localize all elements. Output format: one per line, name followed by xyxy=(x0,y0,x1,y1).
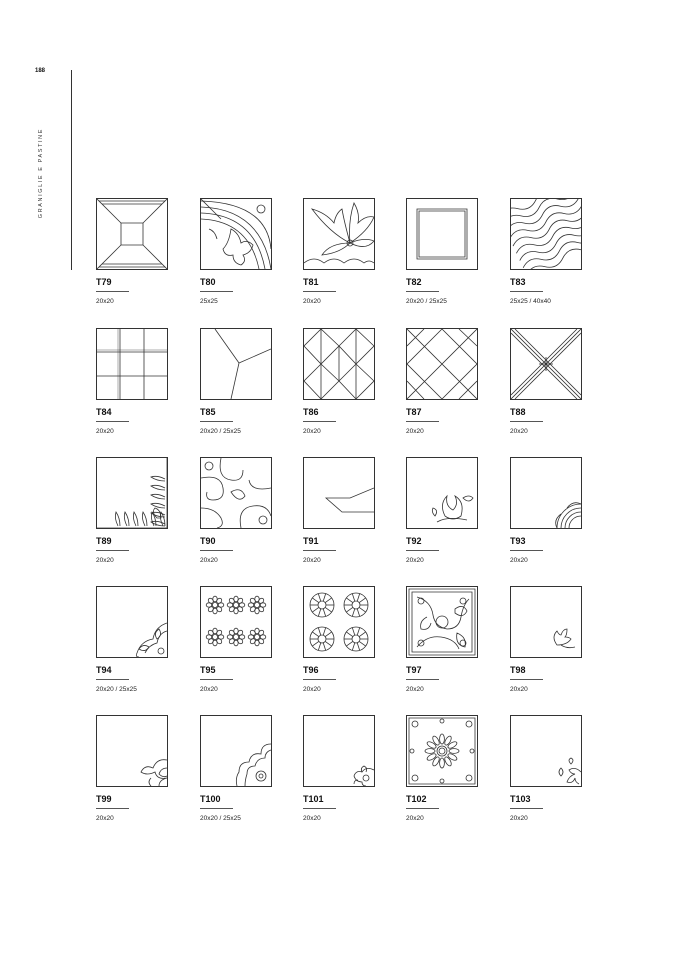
tile-code: T97 xyxy=(406,665,422,675)
tile-card xyxy=(510,715,582,823)
tile-size: 20x20 / 25x25 xyxy=(200,428,241,435)
tile-divider xyxy=(510,808,543,809)
tile-code: T94 xyxy=(96,665,112,675)
tile-card xyxy=(96,715,168,823)
tile-divider xyxy=(510,291,543,292)
tile-size: 20x20 xyxy=(96,428,114,435)
tile-divider xyxy=(200,421,233,422)
tile-size: 20x20 xyxy=(200,557,218,564)
tile-card xyxy=(96,328,168,436)
tile-card xyxy=(510,198,582,306)
tile-code: T99 xyxy=(96,794,112,804)
tile-size: 20x20 xyxy=(303,298,321,305)
tile-size: 20x20 xyxy=(510,428,528,435)
tile-card xyxy=(200,328,272,436)
tile-size: 25x25 xyxy=(200,298,218,305)
medallion-pattern-icon xyxy=(406,715,478,787)
tile-card xyxy=(96,457,168,565)
tile-divider xyxy=(303,808,336,809)
corner-knot-pattern-icon xyxy=(510,457,582,529)
tile-code: T100 xyxy=(200,794,221,804)
tile-code: T83 xyxy=(510,277,526,287)
tile-code: T92 xyxy=(406,536,422,546)
tile-size: 20x20 xyxy=(510,557,528,564)
tile-card xyxy=(406,586,478,694)
tile-divider xyxy=(96,291,129,292)
tile-divider xyxy=(406,808,439,809)
tile-card xyxy=(406,715,478,823)
tile-divider xyxy=(406,291,439,292)
tile-card xyxy=(303,198,375,306)
tile-code: T103 xyxy=(510,794,531,804)
tile-divider xyxy=(200,291,233,292)
tile-card xyxy=(303,586,375,694)
square-frame-pattern-icon xyxy=(406,198,478,270)
tile-divider xyxy=(96,808,129,809)
tile-divider xyxy=(510,550,543,551)
tile-code: T95 xyxy=(200,665,216,675)
waves-pattern-icon xyxy=(510,198,582,270)
corner-foliage-pattern-icon xyxy=(96,457,168,529)
grid-pattern-icon xyxy=(96,328,168,400)
chevron-pattern-icon xyxy=(303,457,375,529)
tile-code: T79 xyxy=(96,277,112,287)
tile-size: 25x25 / 40x40 xyxy=(510,298,551,305)
tile-divider xyxy=(303,291,336,292)
tile-divider xyxy=(510,421,543,422)
tulip-pattern-icon xyxy=(510,586,582,658)
tile-divider xyxy=(96,421,129,422)
tile-code: T102 xyxy=(406,794,427,804)
scroll-ornament-pattern-icon xyxy=(200,457,272,529)
tile-size: 20x20 xyxy=(96,815,114,822)
tile-size: 20x20 xyxy=(96,557,114,564)
corner-lotus-small-pattern-icon xyxy=(96,715,168,787)
tile-card xyxy=(96,586,168,694)
tile-code: T81 xyxy=(303,277,319,287)
tile-divider xyxy=(200,550,233,551)
corner-flower-pattern-icon xyxy=(303,715,375,787)
tile-card xyxy=(200,457,272,565)
corner-lotus-pattern-icon xyxy=(96,586,168,658)
tile-divider xyxy=(96,679,129,680)
tile-code: T91 xyxy=(303,536,319,546)
tile-code: T96 xyxy=(303,665,319,675)
tile-card xyxy=(303,715,375,823)
tile-divider xyxy=(303,421,336,422)
tile-divider xyxy=(200,808,233,809)
tile-size: 20x20 / 25x25 xyxy=(200,815,241,822)
tile-code: T101 xyxy=(303,794,324,804)
cubes-pattern-icon xyxy=(303,328,375,400)
page-number: 188 xyxy=(35,68,46,74)
tile-size: 20x20 xyxy=(406,557,424,564)
tile-code: T87 xyxy=(406,407,422,417)
tile-size: 20x20 xyxy=(303,815,321,822)
tile-size: 20x20 xyxy=(303,686,321,693)
tile-code: T86 xyxy=(303,407,319,417)
tile-size: 20x20 xyxy=(303,557,321,564)
tile-divider xyxy=(200,679,233,680)
tile-size: 20x20 / 25x25 xyxy=(406,298,447,305)
corner-fleur-pattern-icon xyxy=(510,715,582,787)
tile-card xyxy=(303,328,375,436)
frame-pattern-icon xyxy=(96,198,168,270)
tile-card xyxy=(200,586,272,694)
side-divider xyxy=(71,70,72,270)
tile-code: T82 xyxy=(406,277,422,287)
tile-size: 20x20 xyxy=(510,815,528,822)
tile-divider xyxy=(510,679,543,680)
tile-size: 20x20 xyxy=(303,428,321,435)
tile-divider xyxy=(406,679,439,680)
tile-card xyxy=(96,198,168,306)
tile-card xyxy=(200,198,272,306)
tile-card xyxy=(406,328,478,436)
tile-divider xyxy=(406,550,439,551)
tile-code: T85 xyxy=(200,407,216,417)
tile-card xyxy=(510,457,582,565)
tile-code: T88 xyxy=(510,407,526,417)
leaf-pattern-icon xyxy=(303,198,375,270)
fleur-ornament-pattern-icon xyxy=(406,457,478,529)
tile-code: T90 xyxy=(200,536,216,546)
acanthus-arcs-pattern-icon xyxy=(200,198,272,270)
tile-divider xyxy=(96,550,129,551)
tile-code: T98 xyxy=(510,665,526,675)
tile-code: T89 xyxy=(96,536,112,546)
tile-size: 20x20 xyxy=(200,686,218,693)
tile-divider xyxy=(303,679,336,680)
tile-divider xyxy=(406,421,439,422)
tile-card xyxy=(303,457,375,565)
tile-card xyxy=(510,328,582,436)
baroque-pattern-icon xyxy=(406,586,478,658)
four-rosettes-pattern-icon xyxy=(303,586,375,658)
corner-scallop-pattern-icon xyxy=(200,715,272,787)
cross-bands-pattern-icon xyxy=(510,328,582,400)
diamonds-pattern-icon xyxy=(406,328,478,400)
tile-card xyxy=(406,198,478,306)
tile-code: T93 xyxy=(510,536,526,546)
tile-size: 20x20 xyxy=(406,815,424,822)
tile-size: 20x20 xyxy=(406,686,424,693)
tile-card xyxy=(510,586,582,694)
tile-size: 20x20 xyxy=(406,428,424,435)
six-flowers-pattern-icon xyxy=(200,586,272,658)
tile-size: 20x20 xyxy=(96,298,114,305)
tile-code: T84 xyxy=(96,407,112,417)
tile-card xyxy=(406,457,478,565)
tile-size: 20x20 / 25x25 xyxy=(96,686,137,693)
section-title: GRANIGLIE E PASTINE xyxy=(38,128,44,219)
tile-code: T80 xyxy=(200,277,216,287)
tile-size: 20x20 xyxy=(510,686,528,693)
tile-divider xyxy=(303,550,336,551)
split-lines-pattern-icon xyxy=(200,328,272,400)
tile-card xyxy=(200,715,272,823)
